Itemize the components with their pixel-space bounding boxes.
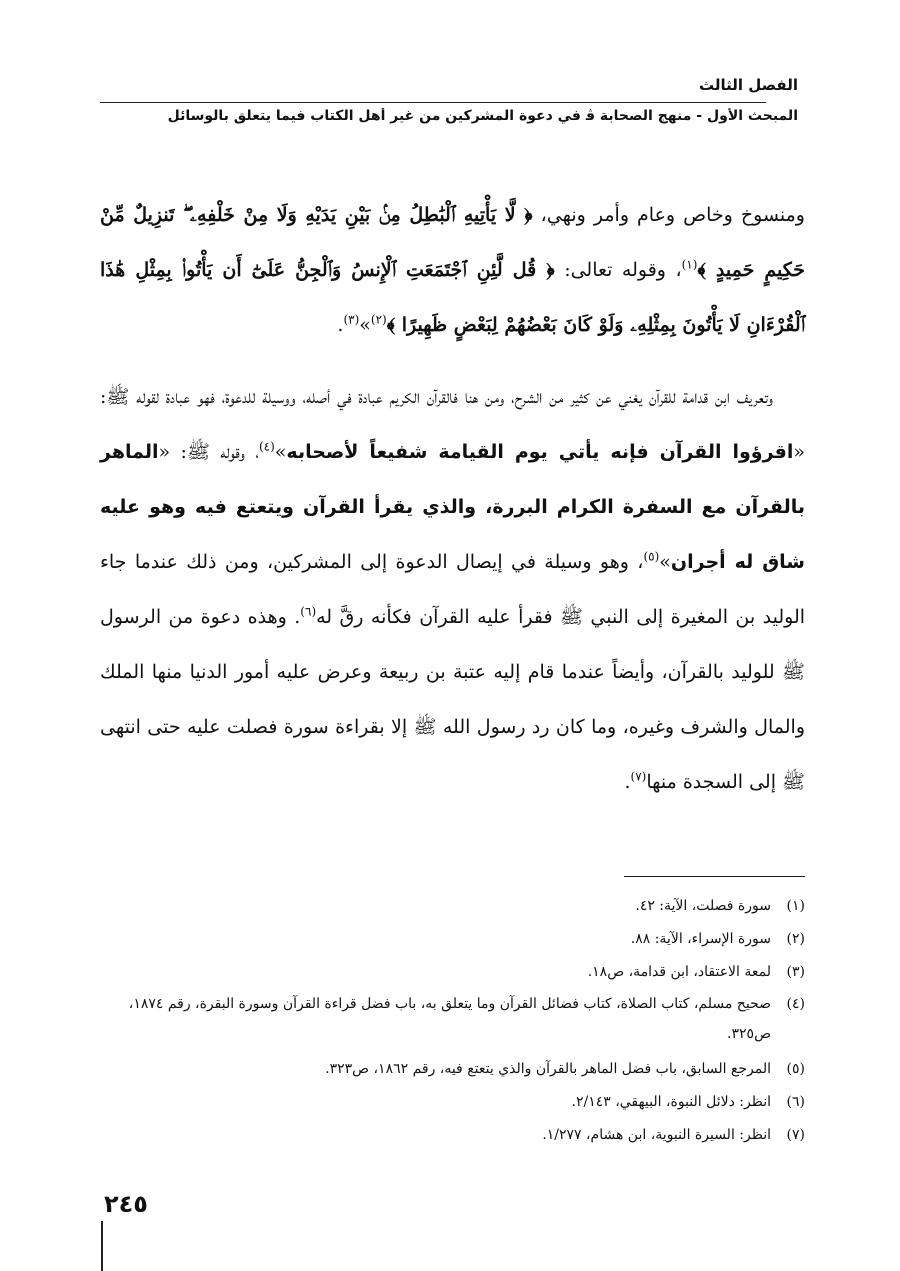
para2-text-2: ، وقوله ﷺ: « <box>158 441 259 463</box>
footnote-text: انظر: دلائل النبوة، البيهقي، ٢/١٤٣. <box>571 1094 771 1110</box>
footnotes-list <box>100 890 805 1152</box>
footnote-ref-7[interactable]: (٧) <box>630 769 647 784</box>
header-rule <box>100 102 766 103</box>
para1-end: . <box>337 314 344 336</box>
footnote-3 <box>100 956 805 989</box>
footnote-separator <box>624 876 805 877</box>
footnote-ref-2[interactable]: (٢) <box>370 312 387 327</box>
para1-close-quote: » <box>359 314 371 336</box>
hadith-skilled-reciter: الماهر بالقرآن مع السفرة الكرام البررة، والذي يقرأ القرآن ويتعتع فيه وهو عليه شاق له أجران <box>100 441 805 573</box>
quran-verse-isra: ﴿ قُل لَّئِنِ ٱجْتَمَعَتِ ٱلْإِنسُ وَٱلْجِنُّ عَلَىٰٓ أَن يَأْتُوا۟ بِمِثْلِ هَٰذَا ٱلْقُرْءَانِ لَا يَأْتُونَ بِمِثْلِهِۦ وَلَوْ كَانَ بَعْضُهُمْ لِبَعْضٍ ظَهِيرًا ﴾ <box>100 259 805 336</box>
page-number: ٢٤٥ <box>104 1190 148 1218</box>
footnote-number: (٦) <box>786 1094 805 1110</box>
footnote-text: سورة فصلت، الآية: ٤٢. <box>635 898 771 914</box>
para2-end: . <box>624 771 631 793</box>
footnote-text: صحيح مسلم، كتاب الصلاة، كتاب فضائل القرآن وما يتعلق به، باب فضل قراءة القرآن وسورة البقرة، رقم ١٨٧٤، ص٣٢٥. <box>128 996 771 1042</box>
footnote-ref-5[interactable]: (٥) <box>643 549 660 564</box>
footnote-number: (٣) <box>786 964 805 980</box>
footnote-7 <box>100 1119 805 1152</box>
para2-close-2: » <box>659 551 671 573</box>
main-text <box>100 188 805 810</box>
para1-intro: ومنسوخ وخاص وعام وأمر ونهي، <box>540 204 805 226</box>
footnote-ref-1[interactable]: (١) <box>681 257 698 272</box>
footnote-ref-6[interactable]: (٦) <box>300 604 317 619</box>
footnote-number: (٢) <box>786 931 805 947</box>
para2-text-3: ، وهو وسيلة في إيصال الدعوة إلى المشركين، ومن ذلك عندما جاء الوليد بن المغيرة إلى النبي ﷺ فقرأ عليه القرآن فكأنه رقَّ له <box>100 551 806 628</box>
footnote-text: المرجع السابق، باب فضل الماهر بالقرآن والذي يتعتع فيه، رقم ١٨٦٢، ص٣٢٣. <box>325 1061 771 1077</box>
footnote-4 <box>100 989 805 1049</box>
footnote-6 <box>100 1086 805 1119</box>
para2-close-1: » <box>274 441 287 463</box>
footnote-text: انظر: السيرة النبوية، ابن هشام، ١/٢٧٧. <box>542 1127 771 1143</box>
footnote-number: (٧) <box>786 1127 805 1143</box>
footnote-5 <box>100 1053 805 1086</box>
para1-mid: ، وقوله تعالى: <box>564 259 682 281</box>
footnote-number: (١) <box>786 898 805 914</box>
footnote-ref-3[interactable]: (٣) <box>343 312 360 327</box>
quran-verse-fussilat: ﴿ لَّا يَأْتِيهِ ٱلْبَٰطِلُ مِنۢ بَيْنِ يَدَيْهِ وَلَا مِنْ خَلْفِهِۦ ۖ تَنزِيلٌ مِّنْ حَكِيمٍ حَمِيدٍ ﴾ <box>100 204 806 281</box>
footnote-number: (٤) <box>786 996 805 1012</box>
hadith-recite-quran: اقرؤوا القرآن فإنه يأتي يوم القيامة شفيعاً لأصحابه <box>286 441 794 463</box>
running-header-section: المبحث الأول - منهج الصحابة ﭬ في دعوة المشركين من غير أهل الكتاب فيما يتعلق بالوسائل <box>167 108 798 124</box>
footnote-2 <box>100 923 805 956</box>
footnote-text: لمعة الاعتقاد، ابن قدامة، ص١٨. <box>587 964 771 980</box>
para2-text-1: وتعريف ابن قدامة للقرآن يغني عن كثير من الشرح، ومن هنا فالقرآن الكريم عبادة في أصله، ووسيلة للدعوة، فهو عبادة لقوله ﷺ: « <box>100 386 806 463</box>
footnote-ref-4[interactable]: (٤) <box>258 439 275 454</box>
footnote-1 <box>100 890 805 923</box>
paragraph-2 <box>100 370 805 810</box>
paragraph-1 <box>100 188 805 353</box>
running-header-chapter: الفصل الثالث <box>698 76 798 94</box>
footnote-number: (٥) <box>786 1061 805 1077</box>
para2-text-4: . وهذه دعوة من الرسول ﷺ للوليد بالقرآن، وأيضاً عندما قام إليه عتبة بن ربيعة وعرض عليه أمور الدنيا منها الملك والمال والشرف وغيره، وما كان رد رسول الله ﷺ إلا بقراءة سورة فصلت عليه حتى انتهى ﷺ إلى السجدة منها <box>100 606 805 793</box>
footnote-text: سورة الإسراء، الآية: ٨٨. <box>630 931 771 947</box>
page-number-rule <box>101 1221 103 1271</box>
